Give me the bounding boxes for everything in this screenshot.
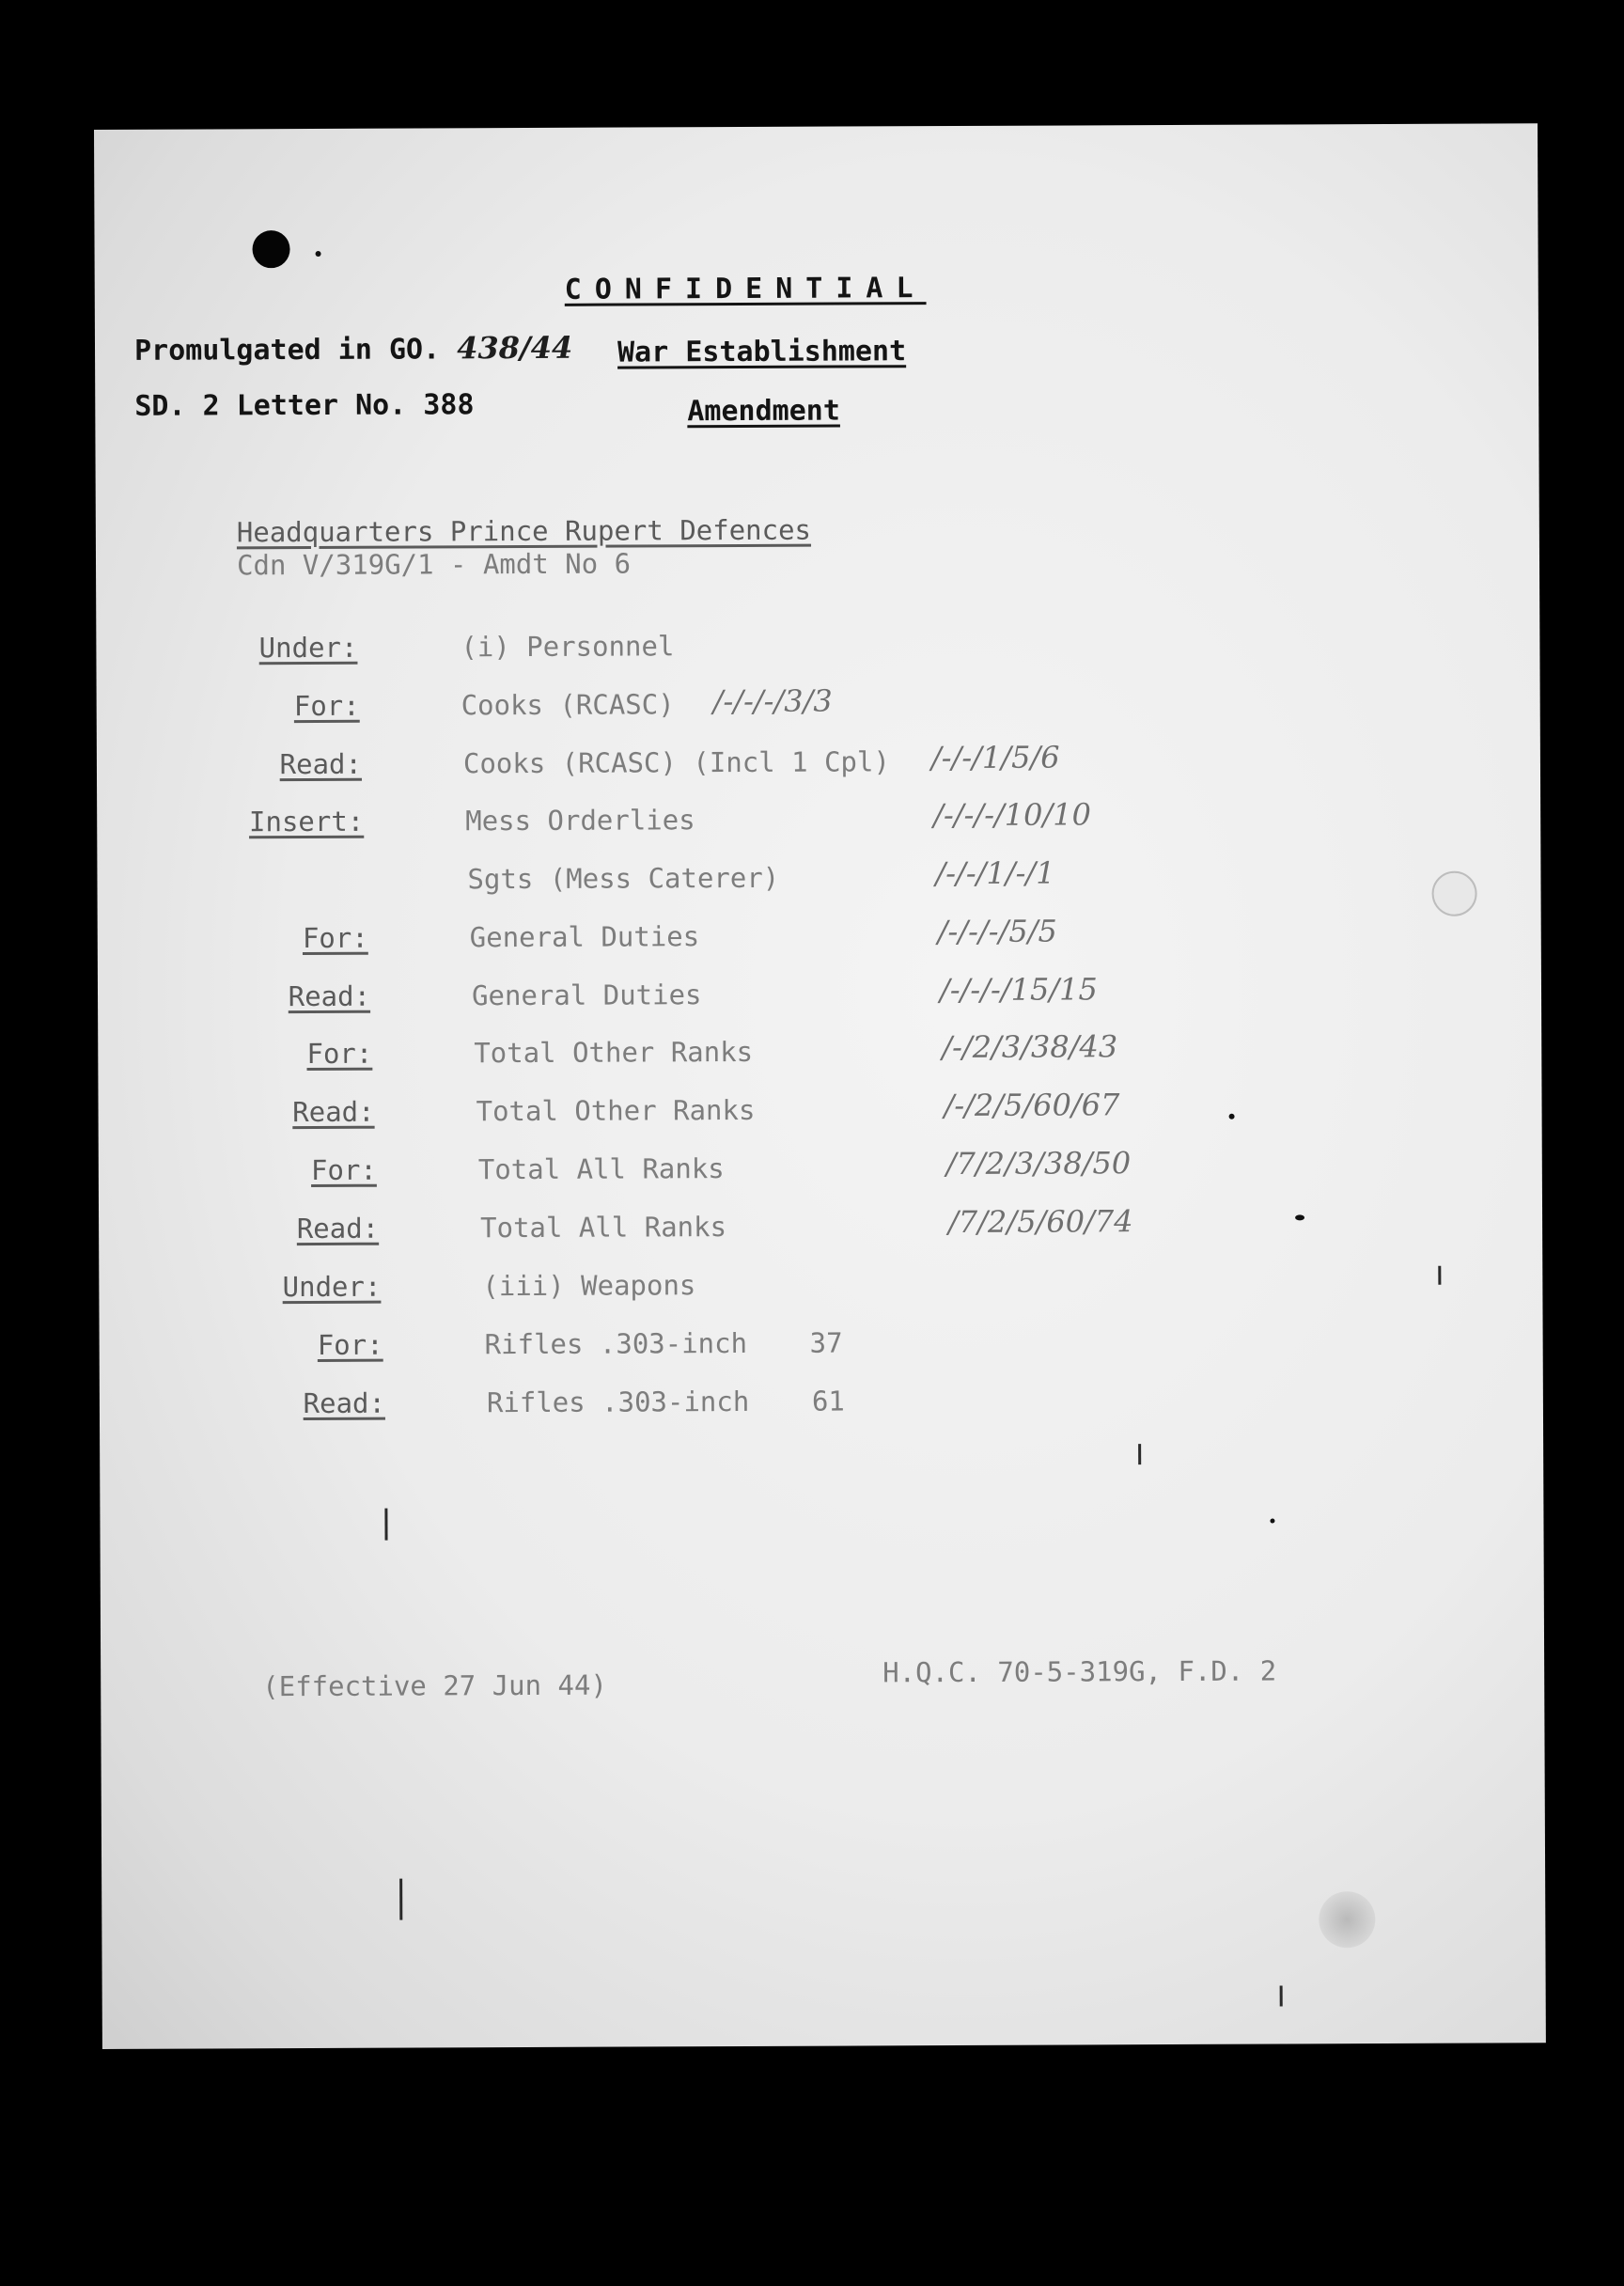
row-label: Read: <box>292 1095 375 1129</box>
file-reference: H.Q.C. 70-5-319G, F.D. 2 <box>882 1654 1277 1689</box>
document-page <box>94 123 1546 2049</box>
row-value: /-/2/5/60/67 <box>944 1087 1120 1124</box>
scan-mark <box>1138 1444 1141 1464</box>
ink-smudge <box>1319 1891 1375 1948</box>
promulgated-line <box>134 330 572 368</box>
row-text: General Duties <box>471 979 702 1012</box>
row-text: Sgts (Mess Caterer) <box>467 861 780 896</box>
row-value: /-/2/3/38/43 <box>942 1028 1118 1066</box>
row-label: For: <box>302 921 368 955</box>
row-text: Total All Ranks <box>477 1152 725 1186</box>
row-text: Rifles .303-inch <box>486 1385 750 1419</box>
row-text: Cooks (RCASC) (Incl 1 Cpl) <box>462 745 890 780</box>
row-text: (iii) Weapons <box>482 1269 696 1303</box>
row-text: (i) Personnel <box>461 630 675 664</box>
unit-reference: Cdn V/319G/1 - Amdt No 6 <box>236 547 632 582</box>
row-value: /7/2/5/60/74 <box>947 1203 1133 1241</box>
row-value: /-/-/1/-/1 <box>935 854 1055 892</box>
row-label: Read: <box>303 1386 385 1420</box>
punch-ring <box>1431 871 1476 916</box>
row-value: /-/-/-/3/3 <box>712 682 833 720</box>
row-label: For: <box>310 1153 377 1187</box>
row-value: 61 <box>811 1385 845 1417</box>
row-text: Mess Orderlies <box>465 804 695 838</box>
row-text: General Duties <box>469 920 700 954</box>
row-value: 37 <box>809 1326 843 1359</box>
row-label: For: <box>293 689 360 723</box>
scan-dot <box>316 251 321 257</box>
row-value: /7/2/3/38/50 <box>945 1145 1132 1182</box>
promulgated-number: 438/44 <box>457 329 573 367</box>
row-value: /-/-/1/5/6 <box>930 739 1060 776</box>
row-label: Under: <box>258 631 358 665</box>
unit-name: Headquarters Prince Rupert Defences <box>236 513 812 549</box>
scan-mark <box>399 1879 402 1920</box>
scan-mark <box>384 1509 387 1541</box>
row-label: Under: <box>282 1270 382 1304</box>
scan-mark <box>1438 1266 1441 1285</box>
promulgated-prefix: Promulgated in GO. <box>133 333 441 368</box>
row-label: For: <box>306 1037 373 1071</box>
classification-heading: CONFIDENTIAL <box>564 272 927 306</box>
row-text: Total Other Ranks <box>476 1093 756 1128</box>
row-label: Read: <box>279 747 363 781</box>
scan-dot <box>1229 1114 1235 1120</box>
row-label: Read: <box>296 1212 380 1245</box>
scan-mark <box>1280 1986 1283 2007</box>
scan-dot <box>1270 1519 1274 1524</box>
document-subtitle: Amendment <box>687 394 840 429</box>
effective-date: (Effective 27 Jun 44) <box>262 1668 607 1703</box>
row-text: Total All Ranks <box>480 1211 727 1245</box>
row-value: /-/-/-/5/5 <box>937 913 1057 950</box>
row-label: Insert: <box>248 805 365 838</box>
row-text: Cooks (RCASC) <box>461 688 675 722</box>
document-title: War Establishment <box>617 335 907 369</box>
letter-reference: SD. 2 Letter No. 388 <box>134 388 475 423</box>
row-text: Rifles .303-inch <box>484 1326 748 1361</box>
row-value: /-/-/-/10/10 <box>933 796 1092 834</box>
row-label: For: <box>317 1328 383 1361</box>
row-value: /-/-/-/15/15 <box>939 971 1098 1009</box>
row-text: Total Other Ranks <box>474 1035 754 1070</box>
punch-hole <box>252 230 289 268</box>
scan-dot <box>1295 1214 1304 1220</box>
row-label: Read: <box>288 979 371 1013</box>
